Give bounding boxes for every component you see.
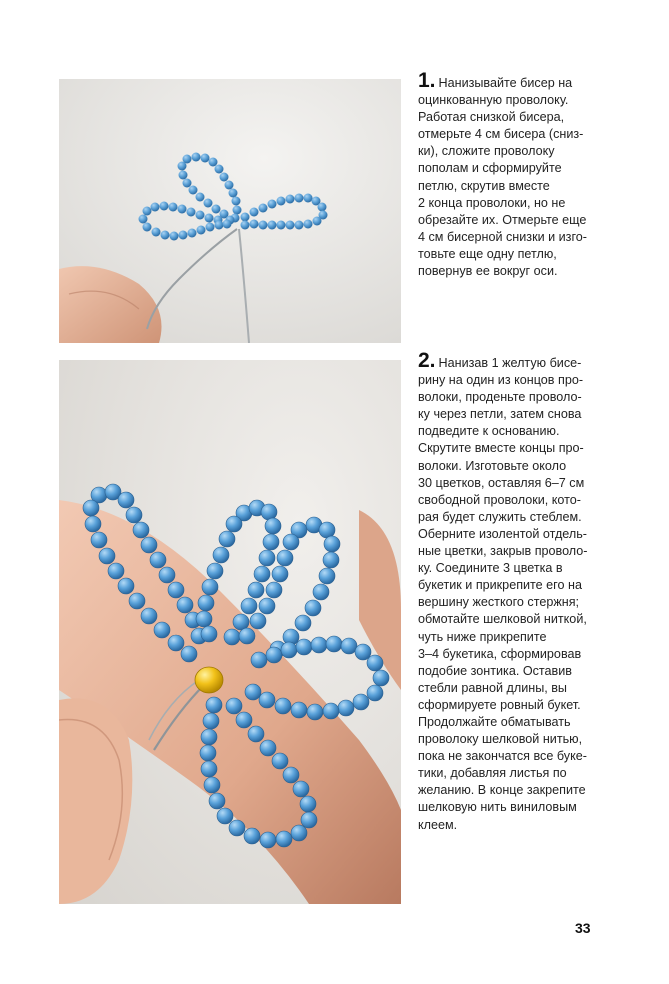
- step-line: проволоку шелковой нитью,: [418, 732, 583, 747]
- step-line: букетик и прикрепите его на: [418, 578, 582, 593]
- step1-photo: [59, 79, 401, 343]
- step-line: рину на один из концов про-: [418, 373, 584, 388]
- step-line: подобие зонтика. Оставив: [418, 663, 572, 678]
- beaded-loops-image: [59, 79, 401, 343]
- step-line: Продолжайте обматывать: [418, 714, 571, 729]
- step-line: сформируете ровный букет.: [418, 697, 581, 712]
- step-line: петлю, скрутив вместе: [418, 178, 550, 193]
- step-line: оцинкованную проволоку.: [418, 93, 569, 108]
- step-line: отмерьте 4 см бисера (сниз-: [418, 127, 584, 142]
- step-line: Работая снизкой бисера,: [418, 110, 565, 125]
- step-line: повернув ее вокруг оси.: [418, 264, 558, 279]
- step-line: 3–4 букетика, сформировав: [418, 646, 582, 661]
- step-number: 1.: [418, 69, 436, 92]
- step-1: [418, 71, 608, 280]
- step-line: обрезайте их. Отмерьте еще: [418, 212, 587, 227]
- step-line: волоки. Изготовьте около: [418, 458, 567, 473]
- step-2: [418, 351, 608, 834]
- step2-photo: [59, 360, 401, 904]
- step-line: товьте еще одну петлю,: [418, 246, 557, 261]
- page-number: 33: [575, 920, 591, 936]
- step-line: желанию. В конце закрепите: [418, 783, 586, 798]
- step-line: 2 конца проволоки, но не: [418, 195, 566, 210]
- step-line: вершину жесткого стержня;: [418, 595, 580, 610]
- step-line: Нанизав 1 желтую бисе-: [438, 356, 582, 370]
- step-line: ку через петли, затем снова: [418, 407, 582, 422]
- step-line: 4 см бисерной снизки и изго-: [418, 229, 587, 244]
- step-line: клеем.: [418, 817, 458, 832]
- step-number: 2.: [418, 349, 436, 372]
- step-line: шелковую нить виниловым: [418, 800, 577, 815]
- step-line: 30 цветков, оставляя 6–7 см: [418, 475, 585, 490]
- step-line: тики, добавляя листья по: [418, 766, 567, 781]
- step-line: рая будет служить стеблем.: [418, 509, 582, 524]
- step-line: пополам и сформируйте: [418, 161, 562, 176]
- step-line: волоки, проденьте проволо-: [418, 390, 582, 405]
- step-line: стебли равной длины, вы: [418, 680, 567, 695]
- step-line: обмотайте шелковой ниткой,: [418, 612, 587, 627]
- step-line: Скрутите вместе концы про-: [418, 441, 584, 456]
- step-line: пока не закончатся все буке-: [418, 749, 587, 764]
- beaded-flower-image: [59, 360, 401, 904]
- step-line: чуть ниже прикрепите: [418, 629, 547, 644]
- step-line: ки), сложите проволоку: [418, 144, 555, 159]
- step-line: ку. Соедините 3 цветка в: [418, 561, 563, 576]
- step-line: Нанизывайте бисер на: [438, 76, 573, 90]
- step-line: ные цветки, закрыв проволо-: [418, 544, 588, 559]
- step-line: Оберните изолентой отдель-: [418, 526, 587, 541]
- step-line: подведите к основанию.: [418, 424, 560, 439]
- step-line: свободной проволоки, кото-: [418, 492, 581, 507]
